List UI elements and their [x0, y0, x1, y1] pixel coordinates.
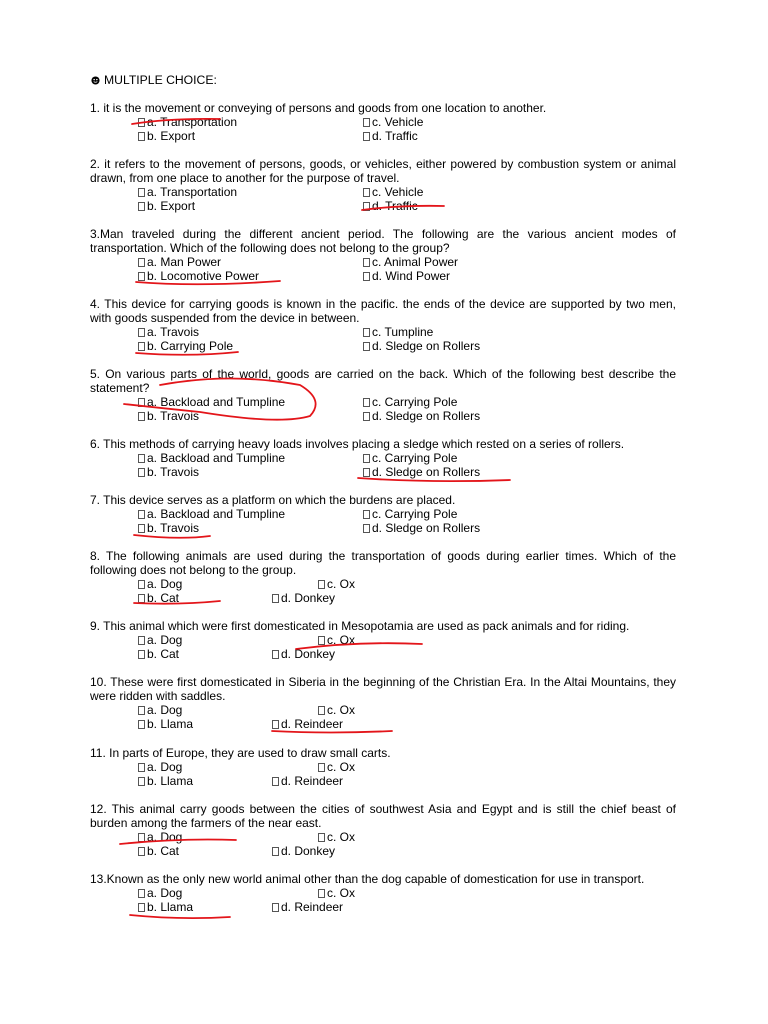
checkbox[interactable] [363, 118, 370, 127]
option-label: b. Cat [147, 844, 180, 858]
option-label: c. Vehicle [372, 185, 424, 199]
option-c[interactable] [318, 633, 355, 647]
option-a[interactable] [138, 451, 285, 465]
option-label: d. Sledge on Rollers [372, 465, 481, 479]
option-c[interactable] [363, 115, 423, 129]
option-label: b. Llama [147, 717, 194, 731]
question-stem: 8. The following animals are used during the transportation of goods during earlier times. Which of the following does not belong to the group. [90, 549, 676, 577]
option-a[interactable] [138, 577, 182, 591]
option-b[interactable] [138, 269, 259, 283]
checkbox[interactable] [138, 454, 145, 463]
question-stem: 11. In parts of Europe, they are used to draw small carts. [90, 746, 391, 760]
checkbox[interactable] [318, 763, 325, 772]
checkbox[interactable] [138, 650, 145, 659]
option-label: a. Transportation [147, 185, 238, 199]
question-stem: 12. This animal carry goods between the cities of southwest Asia and Egypt and is still the chief beast of burden among the farmers of the near east. [90, 802, 676, 830]
checkbox[interactable] [138, 342, 145, 351]
question-stem: 1. it is the movement or conveying of persons and goods from one location to another. [90, 101, 547, 115]
checkbox[interactable] [318, 636, 325, 645]
checkbox[interactable] [272, 720, 279, 729]
checkbox[interactable] [363, 258, 370, 267]
option-label: c. Tumpline [372, 325, 434, 339]
smiley-bullet-icon [91, 76, 100, 85]
option-label: b. Cat [147, 647, 180, 661]
section-heading-text: MULTIPLE CHOICE: [104, 73, 217, 87]
option-label: b. Export [147, 199, 196, 213]
option-b[interactable] [138, 129, 195, 143]
option-d[interactable] [363, 409, 480, 423]
option-b[interactable] [138, 717, 193, 731]
option-label: c. Animal Power [372, 255, 459, 269]
option-label: a. Dog [147, 760, 183, 774]
option-a[interactable] [138, 115, 237, 129]
checkbox[interactable] [138, 468, 145, 477]
question-stem: 10. These were first domesticated in Siberia in the beginning of the Christian Era. In the Altai Mountains, they were ridden with saddles. [90, 675, 676, 703]
option-a[interactable] [138, 507, 285, 521]
option-a[interactable] [138, 703, 182, 717]
option-b[interactable] [138, 465, 199, 479]
checkbox[interactable] [138, 706, 145, 715]
option-label: a. Dog [147, 703, 183, 717]
checkbox[interactable] [363, 132, 370, 141]
option-c[interactable] [318, 760, 355, 774]
option-label: d. Reindeer [281, 717, 344, 731]
question-8 [90, 549, 676, 605]
option-c[interactable] [318, 577, 355, 591]
checkbox[interactable] [138, 188, 145, 197]
option-label: b. Export [147, 129, 196, 143]
option-label: a. Backload and Tumpline [147, 507, 286, 521]
option-d[interactable] [272, 844, 335, 858]
option-label: d. Donkey [281, 844, 336, 858]
checkbox[interactable] [318, 580, 325, 589]
option-label: c. Vehicle [372, 115, 424, 129]
option-label: a. Man Power [147, 255, 222, 269]
option-label: b. Llama [147, 900, 194, 914]
checkbox[interactable] [363, 342, 370, 351]
question-5 [90, 367, 676, 423]
option-c[interactable] [363, 395, 457, 409]
option-label: b. Travois [147, 409, 200, 423]
option-label: d. Traffic [372, 199, 418, 213]
checkbox[interactable] [138, 636, 145, 645]
option-c[interactable] [363, 325, 433, 339]
option-label: d. Wind Power [372, 269, 451, 283]
checkbox[interactable] [138, 398, 145, 407]
option-c[interactable] [318, 886, 355, 900]
option-b[interactable] [138, 774, 193, 788]
option-d[interactable] [363, 339, 480, 353]
option-a[interactable] [138, 185, 237, 199]
option-b[interactable] [138, 409, 199, 423]
checkbox[interactable] [363, 188, 370, 197]
checkbox[interactable] [363, 328, 370, 337]
option-label: a. Transportation [147, 115, 238, 129]
option-b[interactable] [138, 521, 199, 535]
option-label: c. Ox [327, 830, 356, 844]
option-label: a. Dog [147, 886, 183, 900]
checkbox[interactable] [272, 650, 279, 659]
option-b[interactable] [138, 647, 179, 661]
question-stem: 13.Known as the only new world animal other than the dog capable of domestication for use in transport. [90, 872, 645, 886]
checkbox[interactable] [138, 777, 145, 786]
option-c[interactable] [363, 507, 457, 521]
option-b[interactable] [138, 339, 233, 353]
question-11 [90, 746, 676, 788]
checkbox[interactable] [363, 524, 370, 533]
checkbox[interactable] [138, 763, 145, 772]
checkbox[interactable] [318, 706, 325, 715]
checkbox[interactable] [138, 412, 145, 421]
option-label: d. Sledge on Rollers [372, 409, 481, 423]
checkbox[interactable] [138, 889, 145, 898]
checkbox[interactable] [363, 412, 370, 421]
option-a[interactable] [138, 830, 182, 844]
option-a[interactable] [138, 395, 285, 409]
option-label: b. Carrying Pole [147, 339, 234, 353]
option-label: a. Dog [147, 633, 183, 647]
question-stem: 9. This animal which were first domesticated in Mesopotamia are used as pack animals and for riding. [90, 619, 630, 633]
option-d[interactable] [363, 269, 450, 283]
option-c[interactable] [363, 185, 423, 199]
checkbox[interactable] [138, 847, 145, 856]
question-6 [90, 437, 676, 479]
checkbox[interactable] [363, 202, 370, 211]
option-d[interactable] [363, 465, 480, 479]
checkbox[interactable] [138, 258, 145, 267]
option-d[interactable] [363, 129, 418, 143]
option-b[interactable] [138, 199, 195, 213]
question-stem: 2. it refers to the movement of persons, goods, or vehicles, either powered by combustion system or animal drawn, from one place to another for the purpose of travel. [90, 157, 676, 185]
checkbox[interactable] [138, 720, 145, 729]
checkbox[interactable] [138, 524, 145, 533]
option-a[interactable] [138, 255, 221, 269]
option-d[interactable] [363, 521, 480, 535]
option-label: d. Traffic [372, 129, 418, 143]
checkbox[interactable] [138, 510, 145, 519]
question-stem: 7. This device serves as a platform on which the burdens are placed. [90, 493, 456, 507]
option-label: a. Dog [147, 577, 183, 591]
option-label: c. Ox [327, 633, 356, 647]
answer-mark-q13 [130, 915, 230, 918]
option-label: b. Cat [147, 591, 180, 605]
option-b[interactable] [138, 591, 179, 605]
option-label: b. Llama [147, 774, 194, 788]
checkbox[interactable] [363, 454, 370, 463]
checkbox[interactable] [318, 889, 325, 898]
question-9 [90, 619, 676, 661]
option-label: c. Ox [327, 577, 356, 591]
question-3 [90, 227, 676, 283]
checkbox[interactable] [318, 833, 325, 842]
option-a[interactable] [138, 760, 182, 774]
question-stem: 4. This device for carrying goods is known in the pacific. the ends of the device are supported by two men, with goods suspended from the device in between. [90, 297, 676, 325]
checkbox[interactable] [363, 468, 370, 477]
option-label: c. Carrying Pole [372, 451, 458, 465]
option-c[interactable] [363, 451, 457, 465]
checkbox[interactable] [138, 903, 145, 912]
option-d[interactable] [272, 647, 335, 661]
answer-mark-q7 [134, 535, 210, 538]
question-7 [90, 493, 676, 535]
checkbox[interactable] [138, 118, 145, 127]
question-stem: 6. This methods of carrying heavy loads involves placing a sledge which rested on a series of rollers. [90, 437, 625, 451]
question-4 [90, 297, 676, 353]
checkbox[interactable] [272, 777, 279, 786]
question-stem: 5. On various parts of the world, goods are carried on the back. Which of the following best describe the statement? [90, 367, 676, 395]
option-c[interactable] [318, 703, 355, 717]
checkbox[interactable] [138, 132, 145, 141]
option-label: b. Travois [147, 521, 200, 535]
checkbox[interactable] [138, 328, 145, 337]
checkbox[interactable] [272, 847, 279, 856]
question-2 [90, 157, 676, 213]
option-label: d. Donkey [281, 591, 336, 605]
option-label: d. Sledge on Rollers [372, 339, 481, 353]
checkbox[interactable] [138, 594, 145, 603]
option-label: d. Reindeer [281, 900, 344, 914]
option-label: d. Donkey [281, 647, 336, 661]
checkbox[interactable] [138, 272, 145, 281]
checkbox[interactable] [363, 398, 370, 407]
option-d[interactable] [363, 199, 418, 213]
checkbox[interactable] [138, 580, 145, 589]
question-1 [90, 101, 676, 143]
option-d[interactable] [272, 717, 343, 731]
option-label: c. Ox [327, 703, 356, 717]
option-label: c. Carrying Pole [372, 507, 458, 521]
option-label: d. Sledge on Rollers [372, 521, 481, 535]
checkbox[interactable] [363, 510, 370, 519]
option-label: b. Travois [147, 465, 200, 479]
checkbox[interactable] [363, 272, 370, 281]
option-a[interactable] [138, 325, 199, 339]
option-a[interactable] [138, 633, 182, 647]
question-stem: 3.Man traveled during the different ancient period. The following are the various ancient modes of transportation. Which of the following does not belong to the group? [90, 227, 676, 255]
checkbox[interactable] [138, 202, 145, 211]
option-label: a. Travois [147, 325, 200, 339]
option-c[interactable] [363, 255, 458, 269]
answer-mark-q10 [272, 731, 392, 733]
option-label: d. Reindeer [281, 774, 344, 788]
option-label: a. Backload and Tumpline [147, 395, 286, 409]
option-label: b. Locomotive Power [147, 269, 260, 283]
checkbox[interactable] [138, 833, 145, 842]
option-label: c. Ox [327, 760, 356, 774]
checkbox[interactable] [272, 594, 279, 603]
option-c[interactable] [318, 830, 355, 844]
section-heading [91, 73, 217, 87]
option-label: c. Carrying Pole [372, 395, 458, 409]
option-label: a. Backload and Tumpline [147, 451, 286, 465]
option-d[interactable] [272, 774, 343, 788]
option-d[interactable] [272, 900, 343, 914]
checkbox[interactable] [272, 903, 279, 912]
option-label: c. Ox [327, 886, 356, 900]
option-a[interactable] [138, 886, 182, 900]
question-12 [90, 802, 676, 858]
option-label: a. Dog [147, 830, 183, 844]
question-10 [90, 675, 676, 731]
option-b[interactable] [138, 900, 193, 914]
option-d[interactable] [272, 591, 335, 605]
option-b[interactable] [138, 844, 179, 858]
question-13 [90, 872, 676, 914]
